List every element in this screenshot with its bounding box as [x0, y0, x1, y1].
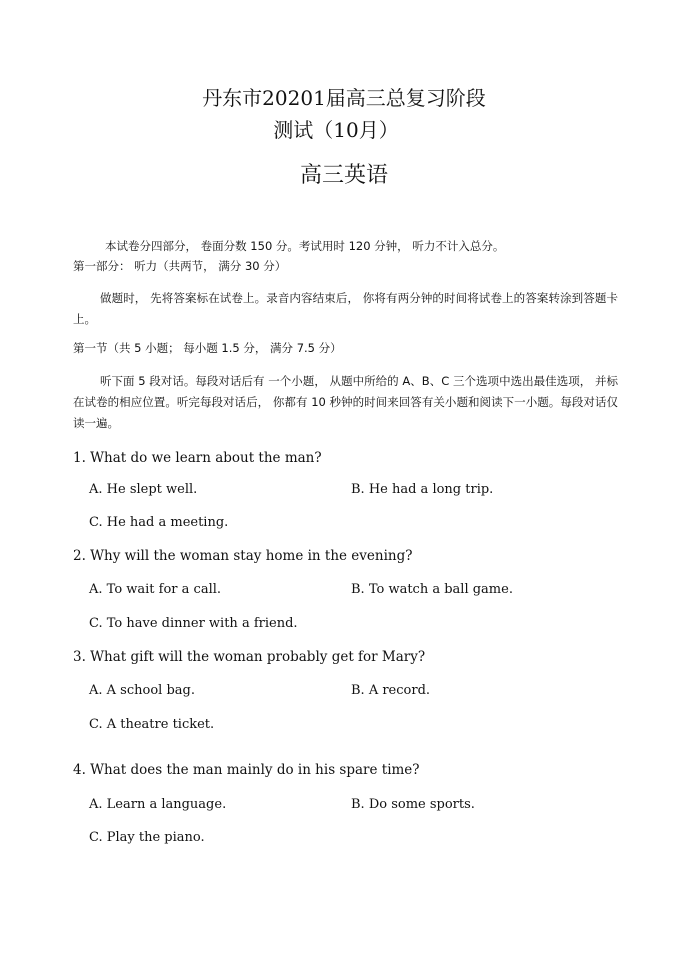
question-4-option-c: C. Play the piano.	[89, 830, 205, 845]
section1-instruction: 听下面 5 段对话。每段对话后有 一个小题， 从题中所给的 A、B、C 三个选项中选出最佳选项， 并标在试卷的相应位置。听完每段对话后， 你都有 10 秒钟的时间来回答有关小题和阅读下一小题。每段对话仅读一遍。	[73, 374, 618, 430]
question-4-option-a: A. Learn a language.	[89, 797, 227, 812]
exam-title: 丹东市20201届高三总复习阶段	[202, 86, 486, 110]
exam-title-subline: 测试（10月）	[273, 118, 399, 142]
question-1-stem: 1. What do we learn about the man?	[73, 450, 322, 466]
part1-instruction: 做题时， 先将答案标在试卷上。录音内容结束后， 你将有两分钟的时间将试卷上的答案转涂到答题卡上。	[73, 291, 618, 326]
question-3-stem: 3. What gift will the woman probably get for Mary?	[73, 649, 426, 665]
question-2-option-c: C. To have dinner with a friend.	[89, 616, 298, 631]
part1-heading: 第一部分： 听力（共两节， 满分 30 分）	[73, 259, 287, 273]
question-4-stem: 4. What does the man mainly do in his spare time?	[73, 762, 420, 778]
question-2-stem: 2. Why will the woman stay home in the evening?	[73, 548, 413, 564]
question-4-option-b: B. Do some sports.	[351, 797, 475, 812]
question-1-option-c: C. He had a meeting.	[89, 515, 229, 530]
section1-heading: 第一节（共 5 小题； 每小题 1.5 分， 满分 7.5 分）	[73, 341, 342, 355]
question-2-option-b: B. To watch a ball game.	[351, 582, 513, 597]
question-3-option-b: B. A record.	[351, 683, 431, 698]
question-1-option-b: B. He had a long trip.	[351, 482, 494, 497]
question-2-option-a: A. To wait for a call.	[89, 582, 222, 597]
question-3-option-a: A. A school bag.	[89, 683, 195, 698]
question-1-option-a: A. He slept well.	[89, 482, 198, 497]
question-3-option-c: C. A theatre ticket.	[89, 717, 215, 732]
exam-info: 本试卷分四部分， 卷面分数 150 分。考试用时 120 分钟， 听力不计入总分。	[105, 239, 505, 253]
subject-title: 高三英语	[299, 163, 388, 188]
